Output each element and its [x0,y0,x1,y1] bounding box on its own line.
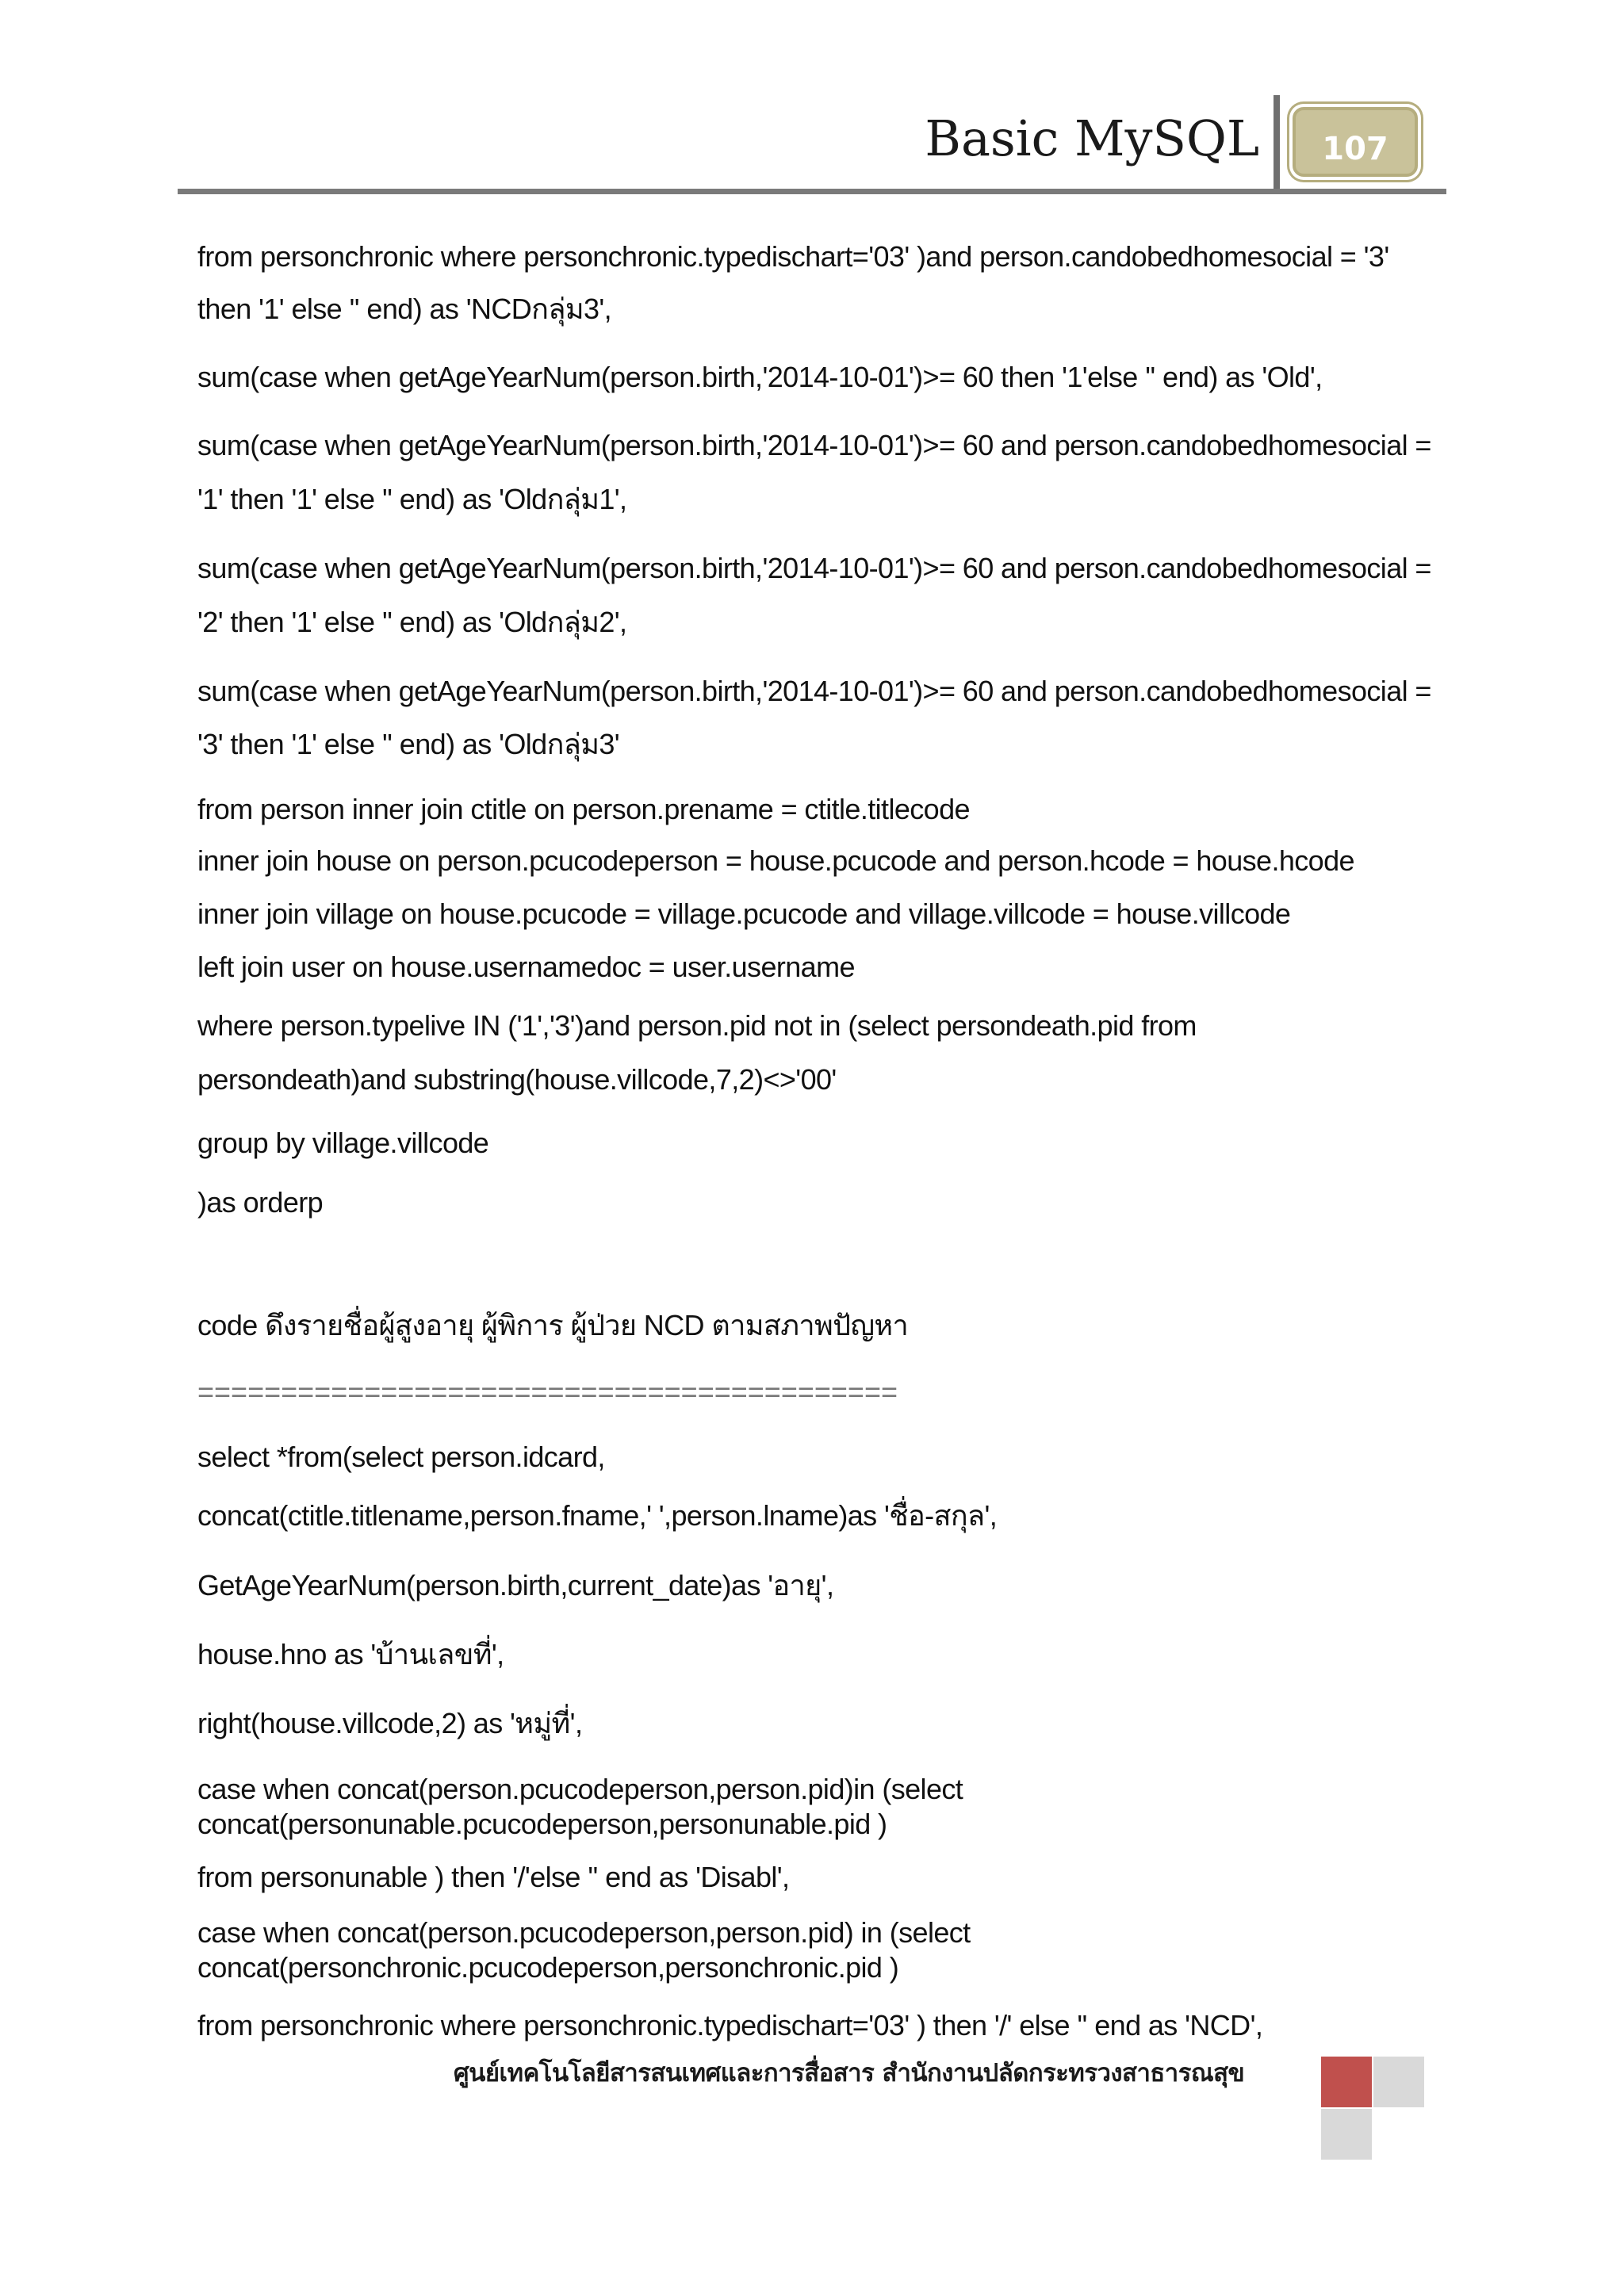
code-line: from person inner join ctitle on person.prename = ctitle.titlecode [197,793,970,825]
code-line: group by village.villcode [197,1127,489,1159]
code-line: inner join village on house.pcucode = village.pcucode and village.villcode = house.villcode [197,897,1291,930]
code-line: sum(case when getAgeYearNum(person.birth,'2014-10-01')>= 60 and person.candobedhomesocial = [197,552,1431,584]
code-line: sum(case when getAgeYearNum(person.birth,'2014-10-01')>= 60 then '1'else '' end) as 'Old', [197,361,1323,393]
code-line: '3' then '1' else '' end) as 'Oldกลุ่ม3' [197,728,620,760]
code-line: select *from(select person.idcard, [197,1441,605,1473]
code-line: from personchronic where personchronic.typedischart='03' ) then '/' else '' end as 'NCD', [197,2009,1263,2042]
code-line: inner join house on person.pcucodeperson = house.pcucode and person.hcode = house.hcode [197,844,1354,877]
header-rule [178,189,1446,194]
separator-line: ========================================== [197,1376,898,1408]
code-line: left join user on house.usernamedoc = user.username [197,951,855,983]
code-line: persondeath)and substring(house.villcode,7,2)<>'00' [197,1063,837,1096]
code-line: sum(case when getAgeYearNum(person.birth,'2014-10-01')>= 60 and person.candobedhomesocial = [197,429,1431,461]
code-line: '2' then '1' else '' end) as 'Oldกลุ่ม2', [197,606,627,638]
code-line: concat(ctitle.titlename,person.fname,' ',person.lname)as 'ชื่อ-สกุล', [197,1499,998,1532]
code-line: )as orderp [197,1186,324,1219]
header-vertical-divider [1274,95,1280,189]
section-heading: code ดึงรายชื่อผู้สูงอายุ ผู้พิการ ผู้ป่วย NCD ตามสภาพปัญหา [197,1309,909,1341]
code-line: case when concat(person.pcucodeperson,person.pid) in (select [197,1916,971,1949]
code-line: concat(personchronic.pcucodeperson,personchronic.pid ) [197,1951,899,1984]
code-line: sum(case when getAgeYearNum(person.birth,'2014-10-01')>= 60 and person.candobedhomesocial = [197,675,1431,707]
page-number: 107 [1322,131,1388,167]
page-header-title: Basic MySQL [925,109,1259,167]
code-line: from personchronic where personchronic.typedischart='03' )and person.candobedhomesocial = '3' [197,240,1389,273]
code-line: from personunable ) then '/'else '' end as 'Disabl', [197,1861,790,1893]
code-line: right(house.villcode,2) as 'หมู่ที่', [197,1707,583,1739]
code-line: where person.typelive IN ('1','3')and person.pid not in (select persondeath.pid from [197,1009,1197,1042]
footer-org-text: ศูนย์เทคโนโลยีสารสนเทศและการสื่อสาร สำนักงานปลัดกระทรวงสาธารณสุข [454,2059,1245,2087]
code-line: '1' then '1' else '' end) as 'Oldกลุ่ม1', [197,483,627,515]
code-line: case when concat(person.pcucodeperson,person.pid)in (select [197,1773,963,1805]
footer-red-square [1321,2057,1372,2107]
page-number-badge [1293,107,1418,177]
code-line: house.hno as 'บ้านเลขที่', [197,1638,504,1670]
footer-gray-square [1321,2109,1372,2160]
code-line: GetAgeYearNum(person.birth,current_date)as 'อายุ', [197,1569,834,1601]
code-line: concat(personunable.pcucodeperson,personunable.pid ) [197,1808,887,1840]
code-line: then '1' else '' end) as 'NCDกลุ่ม3', [197,293,612,325]
footer-gray-square [1373,2057,1424,2107]
